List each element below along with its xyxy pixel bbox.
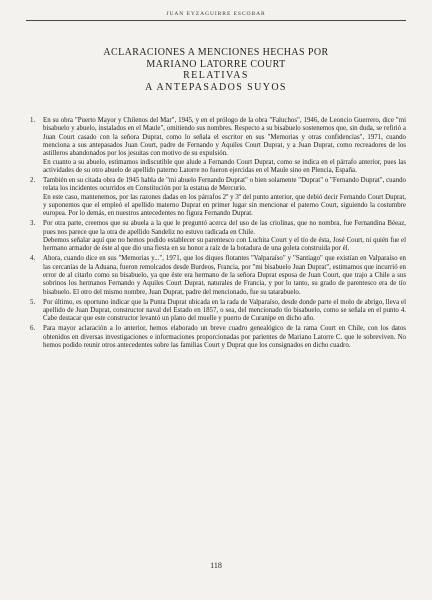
item-paragraph: Para mayor aclaración a lo anterior, hemos elaborado un breve cuadro genealógico de la rama Court en Chile, con los datos obtenidos en diversas investigaciones e informaciones proporcionadas por parientes de Mariano Latorre C. que le sobreviven. No hemos podido reunir otros antecedentes sobre las familias Court y Duprat que los consignados en dicho cuadro. [43, 325, 406, 349]
list-item-5 [26, 299, 406, 324]
item-number: 3. [30, 220, 36, 228]
item-paragraph: También en su citada obra de 1945 habla de "mi abuelo Fernando Duprat" o bien solamente "Duprat" o "Fernando Duprat", cuando relata los incidentes ocurridos en Constitución por la estatua de Mercurio. [43, 177, 406, 193]
list-item-4 [26, 255, 406, 297]
title-line-3: RELATIVAS [183, 70, 249, 81]
item-paragraph: Debemos señalar aquí que no hemos podido establecer su parentesco con Luchita Court y el tío de ésta, José Court, ni quién fue el hermano armador de éste al que dio una fiesta en su honor a raíz de la botadura de una goleta construida por él. [43, 237, 406, 253]
item-paragraph: En cuanto a su abuelo, estimamos indiscutible que alude a Fernando Court Duprat, como se indica en el párrafo anterior, pues las actividades de su otro abuelo de apellido paterno Latorre no fueron ejercidas en el Maule sino en Plencia, España. [43, 158, 406, 175]
item-paragraph: Ahora, cuando dice en sus "Memorias y...", 1971, que los diques flotantes "Valparaíso" y "Santiago" que existían en Valparaíso en las cercanías de la Aduana, fueron remolcados desde Burdeos, Francia, por "mi bisabuelo Juan Duprat", estimamos que incurrió en error de al citarlo como su bisabuelo, ya que éste era hermano de la señora Duprat esposa de Juan Court, que trajo a Chile a sus sobrinos los hermanos Fernando y Aquiles Court Duprat, naturales de Francia, y por lo tanto, su grado de parentesco era de tío bisabuelo. El otro del mismo nombre, Juan Duprat, padre del mencionado, fue su tatarabuelo. [43, 255, 406, 296]
title-line-2: MARIANO LATORRE COURT [146, 58, 286, 70]
item-number: 2. [30, 177, 36, 184]
header-rule [26, 20, 406, 21]
numbered-list [26, 117, 406, 350]
item-number: 6. [30, 325, 36, 333]
title-line-4: A ANTEPASADOS SUYOS [145, 81, 287, 93]
item-paragraph: Por último, es oportuno indicar que la Punta Duprat ubicada en la rada de Valparaíso, desde donde parte el molo de abrigo, lleva el apellido de Juan Duprat, constructor naval del Estado en 1857, o sea, del mencionado tío bisabuelo, como se señala en el punto 4. Cabe destacar que este constructor levantó un plano del muelle y puerto de Curanipe en dicho año. [43, 298, 406, 323]
item-paragraph: Por otra parte, creemos que su abuela a la que le preguntó acerca del uso de las criolinas, que no nombra, fue Fernandina Béeaz, pues nos parece que la otra de apellido Sandeliz no estuvo radicada en Chile. [43, 220, 406, 236]
page-number: 118 [210, 561, 222, 570]
article-title [26, 47, 406, 93]
list-item-1 [26, 117, 406, 175]
list-item-2 [26, 177, 406, 219]
item-number: 5. [30, 298, 36, 306]
item-number: 4. [30, 255, 36, 263]
item-paragraph: En este caso, mantenemos, por las razones dadas en los párrafos 2º y 3º del punto anterior, que debió decir Fernando Court Duprat, y suponemos que el empleó el apellido materno Duprat en primer lugar sin mencionar el paterno Court, siguiendo la costumbre europea. Por lo demás, en nuestros antecedentes no figura Fernando Duprat. [43, 193, 406, 218]
title-line-1: ACLARACIONES A MENCIONES HECHAS POR [103, 47, 329, 58]
running-header: JUAN EYZAGUIRRE ESCOBAR [166, 11, 266, 17]
list-item-6 [26, 325, 406, 350]
item-number: 1. [30, 117, 36, 124]
item-paragraph: En su obra "Puerto Mayor y Chilenos del Mar", 1945, y en el prólogo de la obra "Faluchos", 1946, de Leoncio Guerrero, dice "mi bisabuelo y abuelo, instalados en el Maule", omitiendo sus nombres. Respecto a su bisabuelo sostenemos que, sin duda, se refirió a Juan Court casado con la señora Duprat, como lo señala el escritor en sus "Memorias y otras confidencias", 1971, cuando menciona a sus antepasados Juan Court, padre de Fernando y Aquiles Court Duprat, y a Juan Duprat, como recreadores de los astilleros abandonados por los jesuitas con motivo de su expulsión. [43, 117, 406, 158]
list-item-3 [26, 220, 406, 253]
